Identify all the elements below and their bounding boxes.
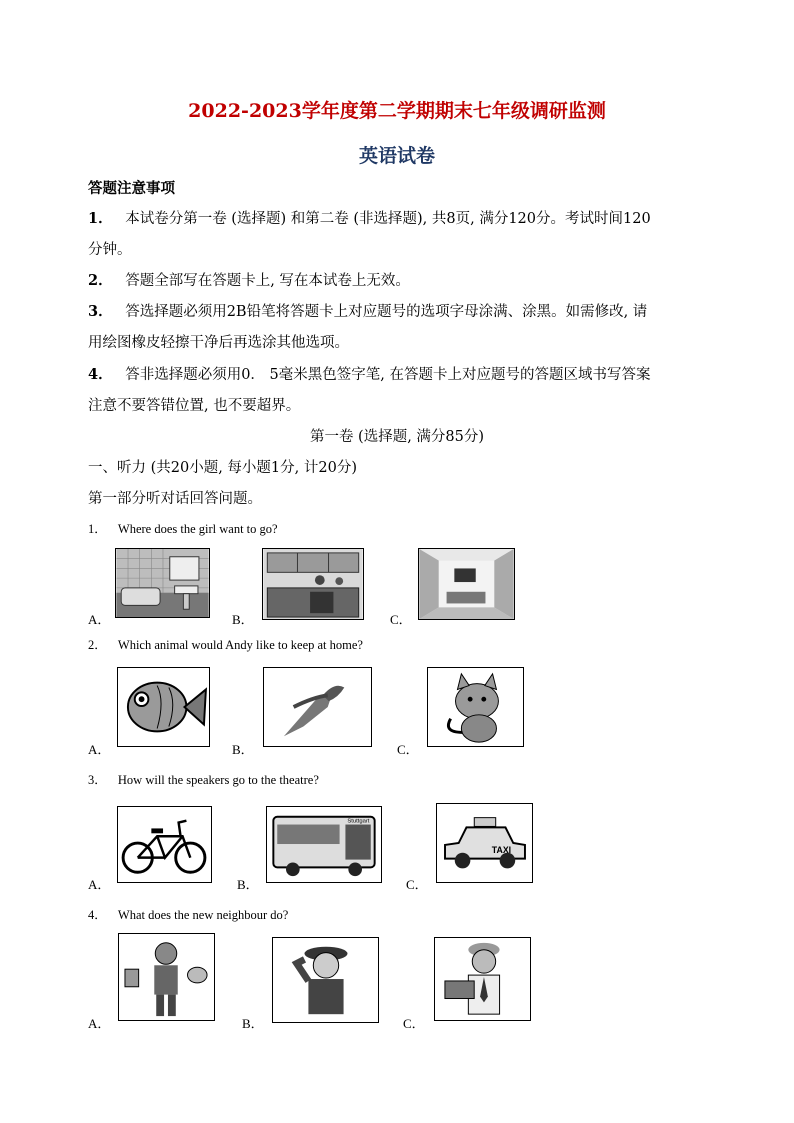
- option-b-label[interactable]: B．: [232, 742, 254, 757]
- option-b-label[interactable]: B．: [237, 877, 259, 892]
- question-3: [88, 770, 319, 788]
- option-c-label[interactable]: C．: [397, 742, 419, 757]
- parrot-picture-icon[interactable]: [263, 667, 372, 747]
- note-text: 本试卷分第一卷 (选择题) 和第二卷 (非选择题), 共8页, 满分120分。考试时间120: [125, 211, 651, 227]
- note-item-2: [88, 269, 410, 290]
- taxi-sign-text: TAXI: [491, 844, 512, 855]
- question-1: [88, 519, 278, 537]
- taxi-picture-icon[interactable]: [436, 803, 533, 883]
- bus-sign-text: Stuttgart: [347, 818, 370, 825]
- cat-picture-icon[interactable]: [427, 667, 524, 747]
- question-number: 2．: [88, 638, 107, 652]
- option-b-label[interactable]: B．: [242, 1016, 264, 1031]
- note-number: 2．: [88, 272, 113, 289]
- question-number: 1．: [88, 522, 107, 536]
- note-item-4-cont: 注意不要答错位置, 也不要超界。: [88, 398, 301, 414]
- note-item-1: [88, 207, 651, 228]
- option-a-label[interactable]: A．: [88, 612, 111, 627]
- painter-picture-icon[interactable]: [118, 933, 215, 1021]
- question-4: [88, 905, 288, 923]
- bus-picture-icon[interactable]: [266, 806, 382, 883]
- note-text: 答题全部写在答题卡上, 写在本试卷上无效。: [125, 273, 410, 289]
- note-number: 4．: [88, 366, 113, 383]
- office-worker-picture-icon[interactable]: [434, 937, 531, 1021]
- option-a-label[interactable]: A．: [88, 742, 111, 757]
- note-item-1-cont: 分钟。: [88, 242, 132, 258]
- page-subtitle: 英语试卷: [358, 145, 435, 167]
- question-2: [88, 635, 363, 653]
- option-c-label[interactable]: C．: [406, 877, 428, 892]
- question-number: 4．: [88, 908, 107, 922]
- living-room-picture-icon[interactable]: [418, 548, 515, 620]
- subsection-heading: 第一部分听对话回答问题。: [88, 491, 262, 507]
- note-text: 答非选择题必须用0． 5毫米黑色签字笔, 在答题卡上对应题号的答题区域书写答案: [125, 367, 651, 383]
- kitchen-picture-icon[interactable]: [262, 548, 364, 620]
- note-item-3-cont: 用绘图橡皮轻擦干净后再选涂其他选项。: [88, 335, 349, 351]
- note-item-4: [88, 363, 650, 384]
- bicycle-picture-icon[interactable]: [117, 806, 212, 883]
- question-text: Which animal would Andy like to keep at home?: [117, 638, 363, 652]
- notes-heading: 答题注意事项: [88, 180, 175, 197]
- page-title: 2022-2023学年度第二学期期末七年级调研监测: [188, 100, 606, 122]
- option-a-label[interactable]: A．: [88, 877, 111, 892]
- section-heading: 一、听力 (共20小题, 每小题1分, 计20分): [88, 460, 357, 476]
- part-title: 第一卷 (选择题, 满分85分): [309, 429, 485, 445]
- bathroom-picture-icon[interactable]: [115, 548, 210, 618]
- option-c-label[interactable]: C．: [403, 1016, 425, 1031]
- option-a-label[interactable]: A．: [88, 1016, 111, 1031]
- question-number: 3．: [88, 773, 107, 787]
- note-number: 3．: [88, 303, 113, 320]
- note-item-3: [88, 300, 647, 321]
- question-text: How will the speakers go to the theatre?: [117, 773, 319, 787]
- fish-picture-icon[interactable]: [117, 667, 210, 747]
- question-text: Where does the girl want to go?: [117, 522, 278, 536]
- note-number: 1．: [88, 210, 113, 227]
- note-text: 答选择题必须用2B铅笔将答题卡上对应题号的选项字母涂满、涂黑。如需修改, 请: [125, 304, 648, 320]
- policeman-picture-icon[interactable]: [272, 937, 379, 1023]
- option-b-label[interactable]: B．: [232, 612, 254, 627]
- option-c-label[interactable]: C．: [390, 612, 412, 627]
- question-text: What does the new neighbour do?: [117, 908, 289, 922]
